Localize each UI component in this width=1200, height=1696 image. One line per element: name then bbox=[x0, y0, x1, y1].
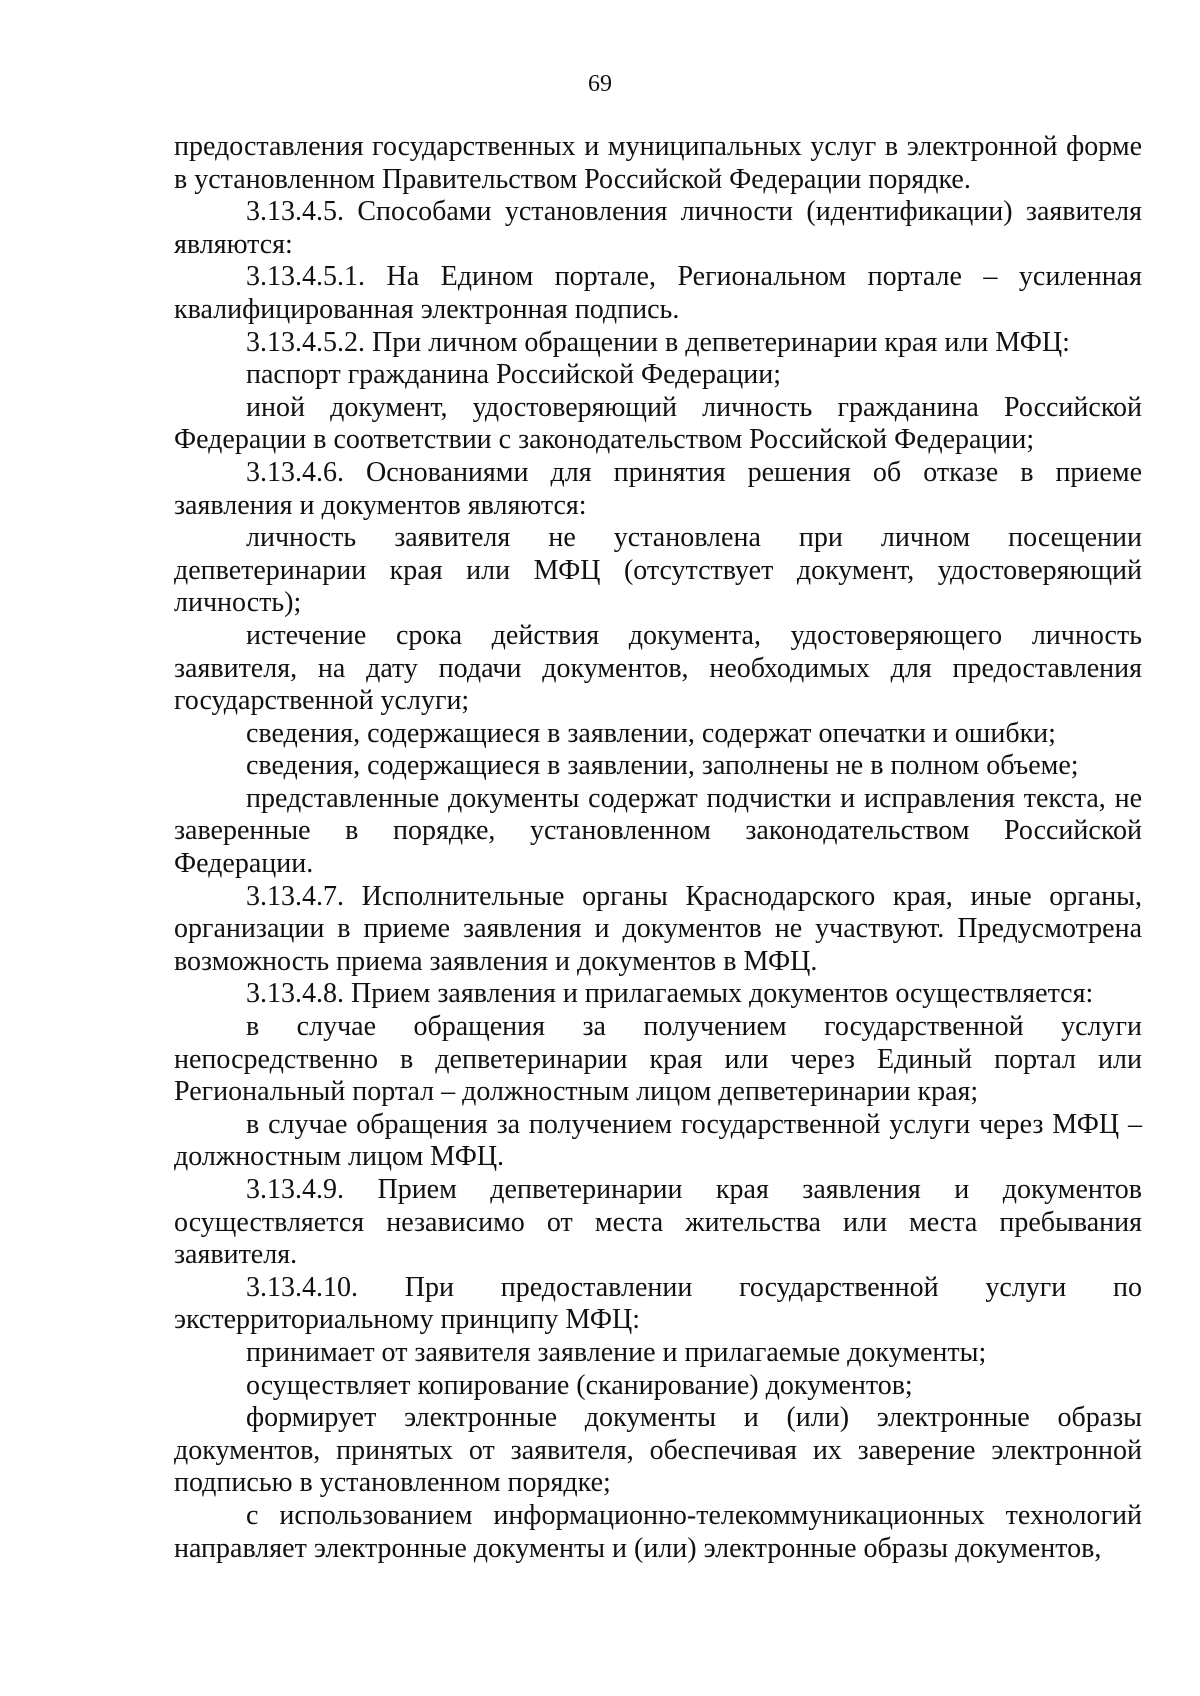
paragraph: предоставления государственных и муниципальных услуг в электронной форме в установленном Правительством Российской Федерации порядке. bbox=[174, 131, 1142, 195]
paragraph: формирует электронные документы и (или) электронные образы документов, принятых от заявителя, обеспечивая их заверение электронной подписью в установленном порядке; bbox=[174, 1402, 1142, 1499]
paragraph: 3.13.4.7. Исполнительные органы Краснодарского края, иные органы, организации в приеме заявления и документов не участвуют. Предусмотрена возможность приема заявления и документов в МФЦ. bbox=[174, 880, 1142, 977]
paragraph: осуществляет копирование (сканирование) документов; bbox=[246, 1369, 913, 1401]
paragraph: сведения, содержащиеся в заявлении, содержат опечатки и ошибки; bbox=[246, 717, 1056, 749]
paragraph: представленные документы содержат подчистки и исправления текста, не заверенные в порядке, установленном законодательством Российской Федерации. bbox=[174, 782, 1142, 880]
paragraph: личность заявителя не установлена при личном посещении депветеринарии края или МФЦ (отсутствует документ, удостоверяющий личность); bbox=[174, 522, 1142, 619]
paragraph: 3.13.4.5. Способами установления личности (идентификации) заявителя являются: bbox=[174, 196, 1142, 260]
paragraph: 3.13.4.9. Прием депветеринарии края заявления и документов осуществляется независимо от места жительства или места пребывания заявителя. bbox=[174, 1174, 1142, 1271]
paragraph: в случае обращения за получением государственной услуги через МФЦ – должностным лицом МФЦ. bbox=[174, 1108, 1142, 1173]
paragraph: 3.13.4.6. Основаниями для принятия решения об отказе в приеме заявления и документов являются: bbox=[174, 456, 1142, 521]
paragraph: 3.13.4.10. При предоставлении государственной услуги по экстерриториальному принципу МФЦ: bbox=[174, 1271, 1142, 1336]
page-number: 69 bbox=[588, 71, 612, 97]
paragraph: 3.13.4.8. Прием заявления и прилагаемых документов осуществляется: bbox=[246, 978, 1094, 1010]
paragraph: 3.13.4.5.2. При личном обращении в депветеринарии края или МФЦ: bbox=[246, 326, 1070, 358]
paragraph: истечение срока действия документа, удостоверяющего личность заявителя, на дату подачи документов, необходимых для предоставления государственной услуги; bbox=[174, 619, 1142, 717]
document-body bbox=[174, 131, 1142, 1565]
paragraph: сведения, содержащиеся в заявлении, заполнены не в полном объеме; bbox=[246, 750, 1079, 782]
paragraph: с использованием информационно-телекоммуникационных технологий направляет электронные документы и (или) электронные образы документов, bbox=[174, 1499, 1142, 1564]
paragraph: принимает от заявителя заявление и прилагаемые документы; bbox=[246, 1336, 987, 1368]
paragraph: паспорт гражданина Российской Федерации; bbox=[246, 359, 782, 391]
paragraph: иной документ, удостоверяющий личность гражданина Российской Федерации в соответствии с законодательством Российской Федерации; bbox=[174, 391, 1142, 456]
paragraph: 3.13.4.5.1. На Едином портале, Региональном портале – усиленная квалифицированная электронная подпись. bbox=[174, 261, 1142, 325]
paragraph: в случае обращения за получением государственной услуги непосредственно в депветеринарии края или через Единый портал или Региональный портал – должностным лицом депветеринарии края; bbox=[174, 1011, 1142, 1108]
